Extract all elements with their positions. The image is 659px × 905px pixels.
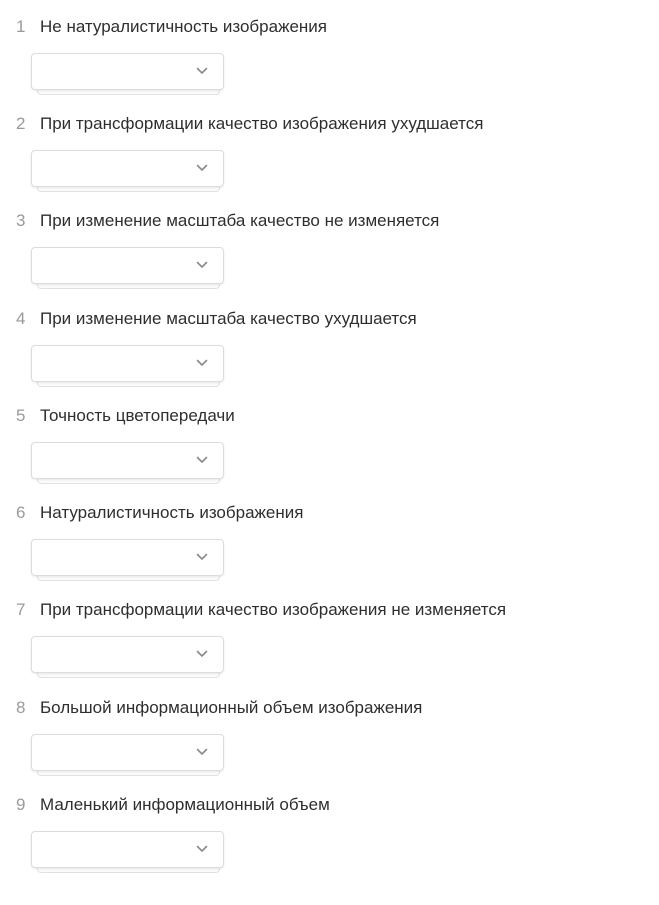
chevron-down-icon xyxy=(195,842,209,856)
chevron-down-icon xyxy=(195,161,209,175)
answer-dropdown[interactable] xyxy=(31,247,224,284)
answer-dropdown[interactable] xyxy=(31,150,224,187)
question-number: 1 xyxy=(16,17,26,36)
answer-dropdown-container xyxy=(31,734,224,780)
question-text: При трансформации качество изображения ухудшается xyxy=(40,114,484,133)
question-number: 3 xyxy=(16,211,26,230)
answer-dropdown-container xyxy=(31,539,224,585)
answer-dropdown[interactable] xyxy=(31,636,224,673)
question-text: Маленький информационный объем xyxy=(40,795,330,814)
chevron-down-icon xyxy=(195,647,209,661)
question-text: При изменение масштаба качество ухудшается xyxy=(40,309,417,328)
question-item xyxy=(0,404,659,501)
answer-dropdown-container xyxy=(31,247,224,293)
question-number: 5 xyxy=(16,406,26,425)
answer-dropdown-container xyxy=(31,636,224,682)
question-text: Не натуралистичность изображения xyxy=(40,17,327,36)
question-number: 6 xyxy=(16,503,26,522)
answer-dropdown[interactable] xyxy=(31,734,224,771)
question-item xyxy=(0,307,659,404)
answer-dropdown-container xyxy=(31,345,224,391)
answer-dropdown[interactable] xyxy=(31,539,224,576)
question-item xyxy=(0,15,659,112)
answer-dropdown-container xyxy=(31,53,224,99)
chevron-down-icon xyxy=(195,550,209,564)
question-item xyxy=(0,209,659,306)
chevron-down-icon xyxy=(195,453,209,467)
answer-dropdown[interactable] xyxy=(31,53,224,90)
chevron-down-icon xyxy=(195,64,209,78)
chevron-down-icon xyxy=(195,745,209,759)
answer-dropdown-container xyxy=(31,442,224,488)
answer-dropdown-container xyxy=(31,150,224,196)
question-item xyxy=(0,793,659,890)
question-number: 8 xyxy=(16,698,26,717)
question-text: Большой информационный объем изображения xyxy=(40,698,423,717)
question-number: 9 xyxy=(16,795,26,814)
answer-dropdown[interactable] xyxy=(31,345,224,382)
question-item xyxy=(0,598,659,695)
question-number: 7 xyxy=(16,600,26,619)
question-text: При трансформации качество изображения не изменяется xyxy=(40,600,507,619)
question-text: При изменение масштаба качество не изменяется xyxy=(40,211,440,230)
answer-dropdown[interactable] xyxy=(31,442,224,479)
answer-dropdown-container xyxy=(31,831,224,877)
question-item xyxy=(0,696,659,793)
answer-dropdown[interactable] xyxy=(31,831,224,868)
question-number: 4 xyxy=(16,309,26,328)
question-number: 2 xyxy=(16,114,26,133)
chevron-down-icon xyxy=(195,258,209,272)
question-item xyxy=(0,112,659,209)
question-item xyxy=(0,501,659,598)
question-text: Точность цветопередачи xyxy=(40,406,235,425)
question-text: Натуралистичность изображения xyxy=(40,503,304,522)
chevron-down-icon xyxy=(195,356,209,370)
